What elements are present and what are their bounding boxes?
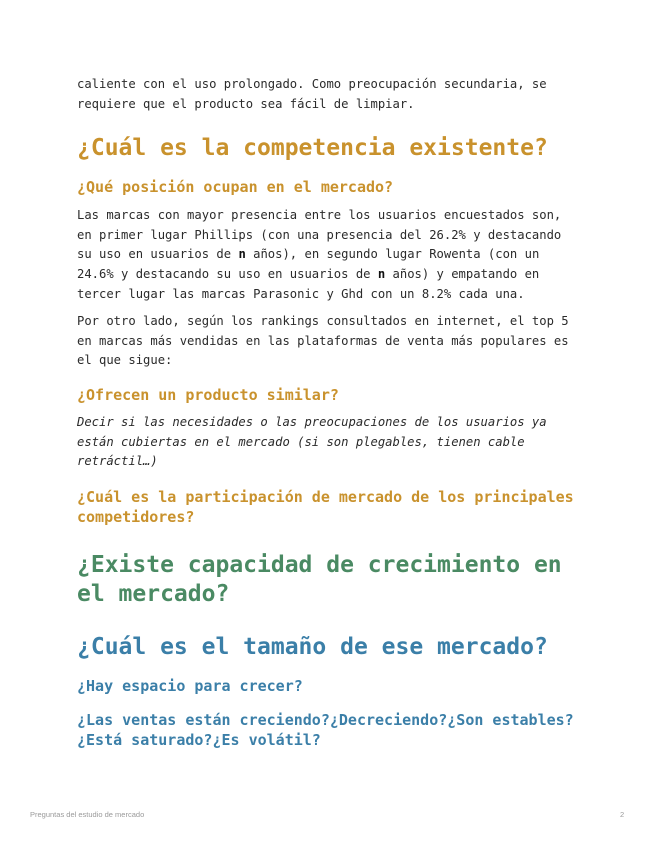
page-number: 2 (620, 810, 625, 819)
posicion-bold-2: n (377, 266, 386, 281)
producto-similar-paragraph: Decir si las necesidades o las preocupaciones de los usuarios ya están cubiertas en el mercado (si son plegables, tienen cable retráctil…) (77, 414, 547, 469)
posicion-text-3: años) y empatando en tercer lugar las marcas Parasonic y Ghd con un 8.2% cada una. (77, 266, 540, 301)
heading-espacio-crecer: ¿Hay espacio para crecer? (77, 676, 303, 695)
posicion-text-1: Las marcas con mayor presencia entre los usuarios encuestados son, en primer lugar Phillips (con una presencia del 26.2% y destacando su uso en usuarios de (77, 208, 562, 262)
intro-paragraph: caliente con el uso prolongado. Como preocupación secundaria, se requiere que el producto sea fácil de limpiar. (77, 77, 547, 111)
heading-competencia: ¿Cuál es la competencia existente? (77, 135, 548, 162)
footer-title: Preguntas del estudio de mercado (30, 810, 145, 819)
heading-posicion-mercado: ¿Qué posición ocupan en el mercado? (77, 178, 394, 197)
heading-ventas: ¿Las ventas están creciendo?¿Decreciendo?¿Son estables?¿Está saturado?¿Es volátil? (77, 710, 574, 749)
heading-participacion-mercado: ¿Cuál es la participación de mercado de los principales competidores? (77, 487, 574, 526)
heading-capacidad-crecimiento: ¿Existe capacidad de crecimiento en el mercado? (77, 551, 562, 607)
heading-tamano-mercado: ¿Cuál es el tamaño de ese mercado? (77, 633, 548, 660)
posicion-bold-1: n (238, 247, 246, 262)
rankings-paragraph: Por otro lado, según los rankings consultados en internet, el top 5 en marcas más vendidas en las plataformas de venta más populares es el que sigue: (77, 314, 569, 368)
posicion-text-2: años), en segundo lugar Rowenta (con un 24.6% y destacando su uso en usuarios de (77, 247, 540, 281)
heading-producto-similar: ¿Ofrecen un producto similar? (77, 385, 339, 404)
page-content (77, 75, 582, 750)
posicion-paragraph (77, 206, 582, 304)
